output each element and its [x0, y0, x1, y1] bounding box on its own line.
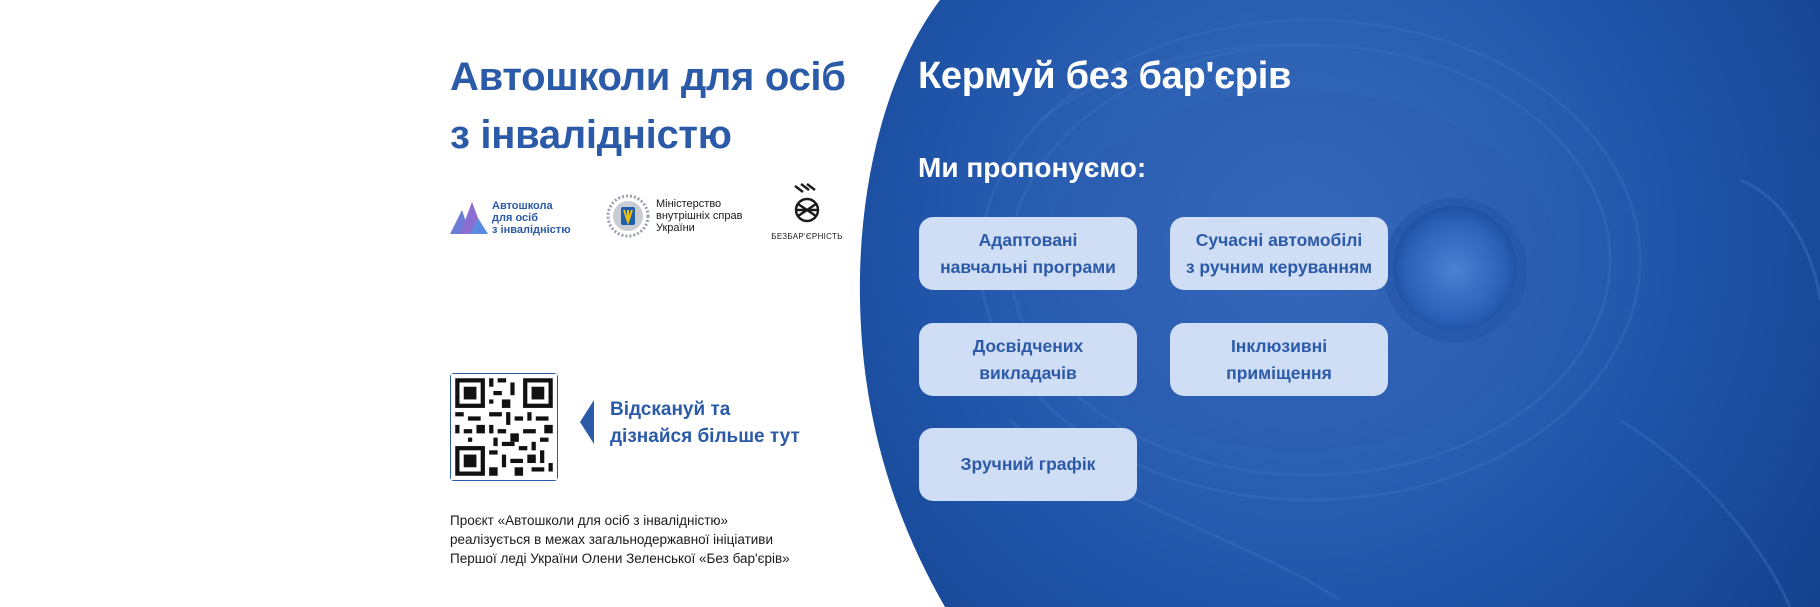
offer-card [919, 428, 1137, 501]
scan-qr-text [610, 396, 850, 450]
page-title [450, 48, 870, 164]
ministry-logo-line: України [656, 222, 695, 234]
autoschool-logo-icon [450, 200, 488, 234]
offer-card [1170, 217, 1388, 290]
autoschool-logo-line: з інвалідністю [492, 224, 571, 236]
right-column [918, 0, 1438, 607]
bezbarernist-logo [767, 182, 847, 242]
offer-heading: Ми пропонуємо: [918, 152, 1147, 183]
autoschool-logo-line: Автошкола [492, 200, 553, 212]
scan-line: Відскануй та [610, 399, 731, 420]
autoschool-logo-line: для осіб [492, 212, 538, 224]
ministry-logo [606, 194, 743, 243]
ministry-emblem-icon [606, 194, 650, 238]
footer-line: реалізується в межах загальнодержавної ініціативи [450, 532, 774, 547]
autoschool-logo [450, 200, 571, 239]
left-column [450, 0, 870, 607]
offer-card-line: приміщення [1226, 362, 1332, 383]
offer-card-line: Досвідчених [972, 335, 1084, 356]
footer-line: Проєкт «Автошколи для осіб з інвалідністю» [450, 513, 729, 528]
footer-line: Першої леді України Олени Зеленської «Без бар'єрів» [450, 551, 790, 566]
bezbarernist-label: БЕЗБАР'ЄРНІСТЬ [771, 232, 843, 241]
offer-card-line: викладачів [979, 362, 1077, 383]
qr-code[interactable] [450, 373, 558, 481]
qr-code-image [451, 374, 557, 480]
arrow-left-icon [580, 400, 594, 444]
bezbarernist-logo-icon [767, 182, 847, 230]
offer-card [919, 323, 1137, 396]
ministry-logo-line: внутрішніх справ [656, 210, 743, 222]
offer-card-line: навчальні програми [940, 256, 1116, 277]
ministry-logo-line: Міністерство [656, 198, 722, 210]
offer-card-line: Інклюзивні [1230, 335, 1328, 356]
partner-logos [450, 182, 850, 242]
title-line: Автошколи для осіб [450, 55, 846, 99]
offer-card-line: Сучасні автомобілі [1195, 229, 1363, 250]
offer-card-line: Зручний графік [960, 454, 1096, 474]
offer-card-line: з ручним керуванням [1185, 256, 1373, 277]
title-line: з інвалідністю [450, 113, 732, 157]
scan-line: дізнайся більше тут [610, 426, 800, 447]
offer-card-line: Адаптовані [978, 229, 1078, 250]
offer-card [919, 217, 1137, 290]
slogan-heading: Кермуй без бар'єрів [918, 55, 1292, 97]
offer-card [1170, 323, 1388, 396]
project-footer [450, 511, 870, 568]
